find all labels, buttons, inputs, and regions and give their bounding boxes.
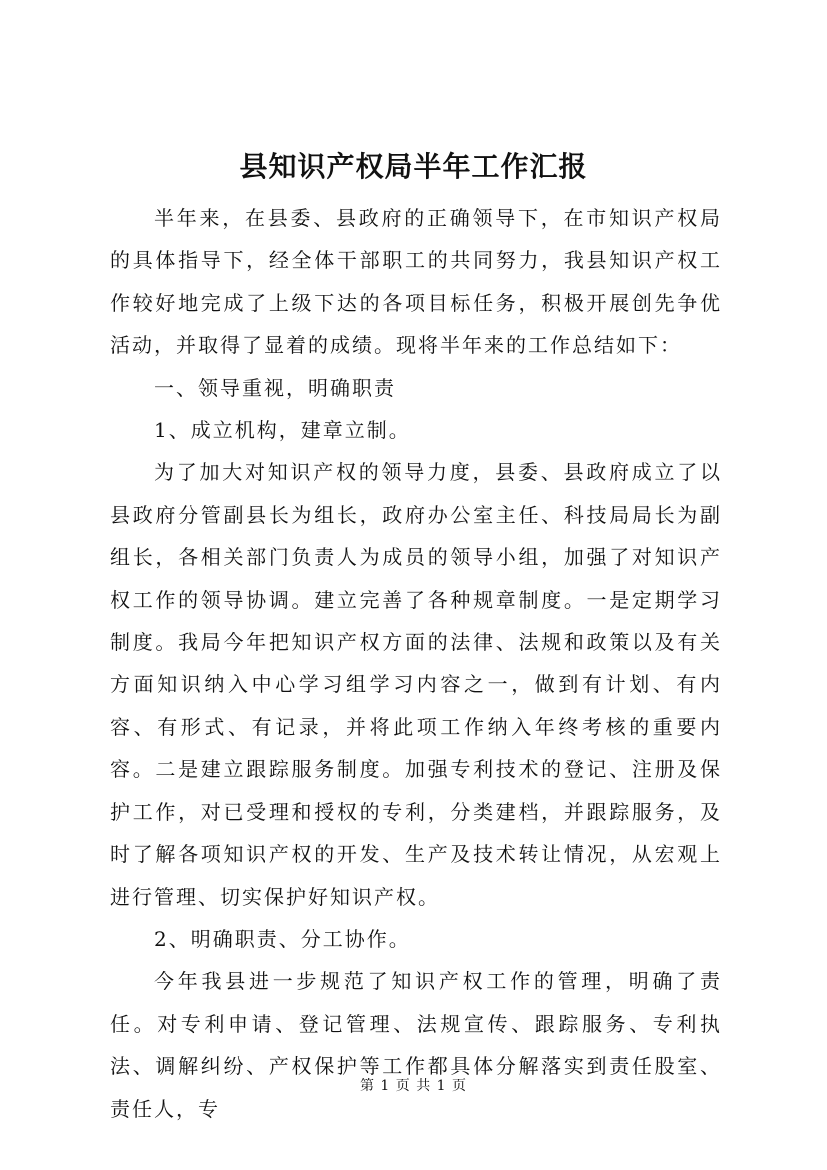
- paragraph: 为了加大对知识产权的领导力度，县委、县政府成立了以县政府分管副县长为组长，政府办公室主任、科技局局长为副组长，各相关部门负责人为成员的领导小组，加强了对知识产权工作的领导协调。建立完善了各种规章制度。一是定期学习制度。我局今年把知识产权方面的法律、法规和政策以及有关方面知识纳入中心学习组学习内容之一，做到有计划、有内容、有形式、有记录，并将此项工作纳入年终考核的重要内容。二是建立跟踪服务制度。加强专利技术的登记、注册及保护工作，对已受理和授权的专利，分类建档，并跟踪服务，及时了解各项知识产权的开发、生产及技术转让情况，从宏观上进行管理、切实保护好知识产权。: [110, 460, 722, 909]
- subsection-heading: 2、明确职责、分工协作。: [154, 926, 411, 951]
- paragraph: 今年我县进一步规范了知识产权工作的管理，明确了责任。对专利申请、登记管理、法规宣传、跟踪服务、专利执法、调解纠纷、产权保护等工作都具体分解落实到责任股室、责任人，专: [110, 969, 722, 1121]
- document-body: [110, 197, 722, 1130]
- page-footer: 第 1 页 共 1 页: [359, 1078, 468, 1094]
- paragraph-intro: 半年来，在县委、县政府的正确领导下，在市知识产权局的具体指导下，经全体干部职工的共同努力，我县知识产权工作较好地完成了上级下达的各项目标任务，积极开展创先争优活动，并取得了显着的成绩。现将半年来的工作总结如下：: [110, 206, 722, 358]
- subsection-heading: 1、成立机构，建章立制。: [154, 418, 411, 443]
- document-title: 县知识产权局半年工作汇报: [239, 150, 588, 183]
- section-heading: 一、领导重视，明确职责: [154, 375, 396, 400]
